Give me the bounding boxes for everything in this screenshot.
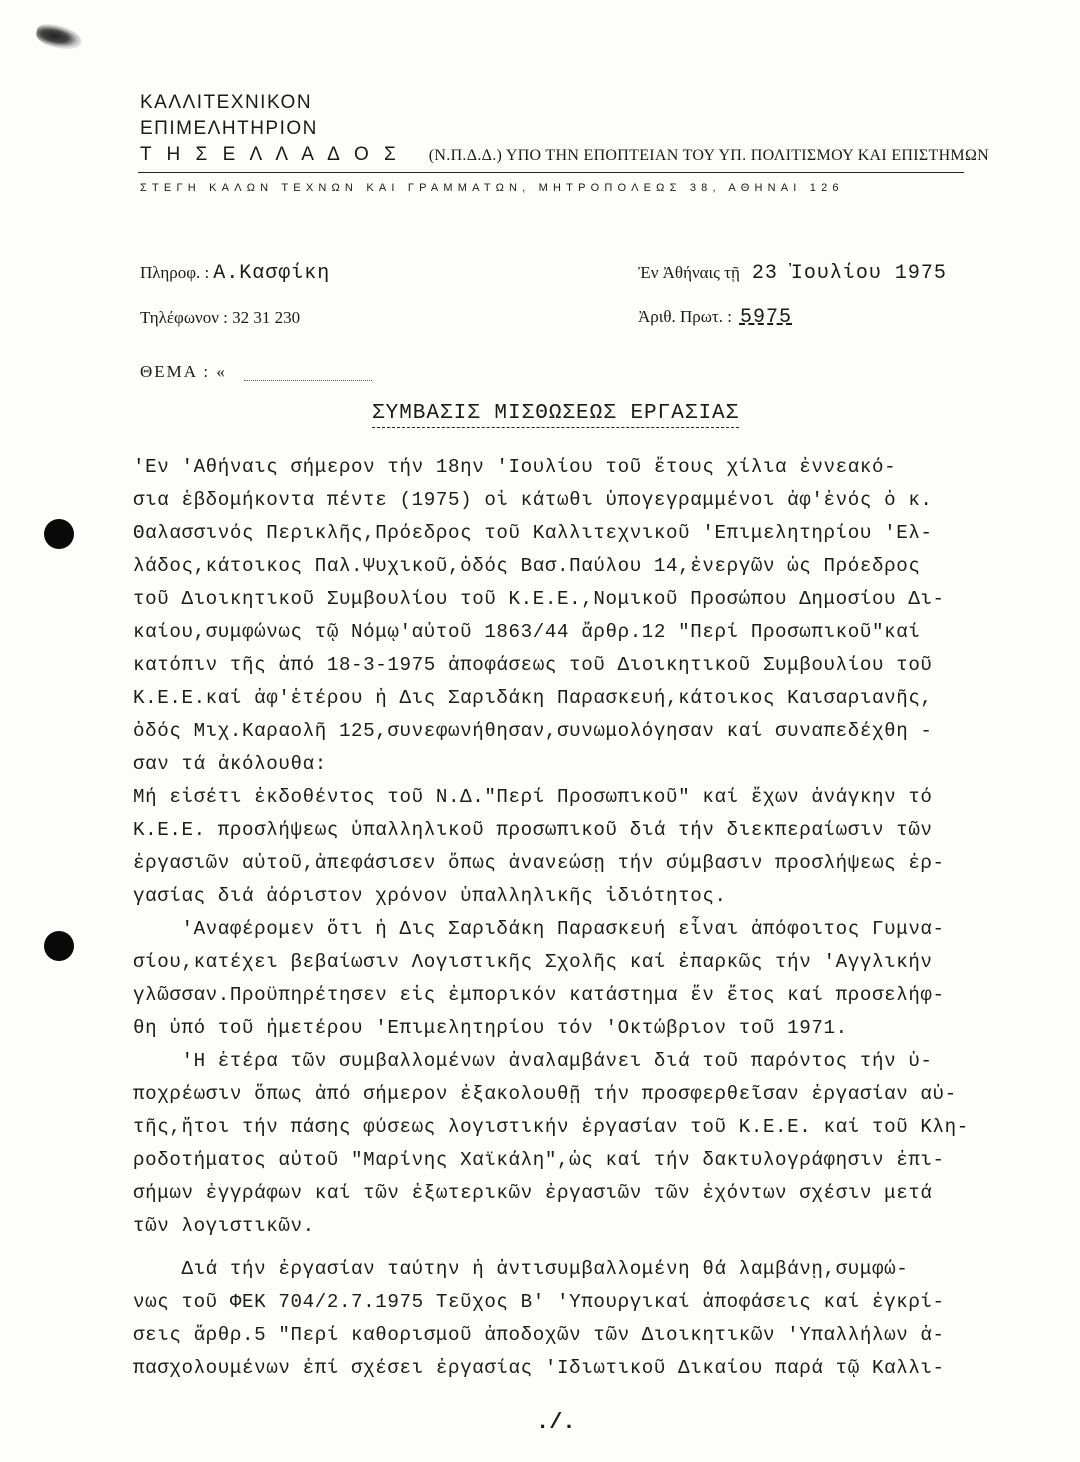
body-line: σαν τά ἀκόλουθα: — [133, 753, 327, 775]
body-line: 'Εν 'Αθήναις σήμερον τήν 18ην 'Ιουλίου τοῦ ἔτους χίλια ἐννεακό- — [133, 456, 897, 478]
place-label: Ἐν Ἀθήναις τῇ — [638, 263, 740, 282]
protocol-value: 5975 — [739, 306, 792, 329]
phone-label: Τηλέφωνον : 32 31 230 — [140, 308, 301, 327]
body-line: Μή εἰσέτι ἐκδοθέντος τοῦ Ν.Δ."Περί Προσωπικοῦ" καί ἔχων ἀνάγκην τό — [133, 786, 933, 808]
body-line: λάδος,κάτοικος Παλ.Ψυχικοῦ,ὁδός Βασ.Παύλου 14,ἐνεργῶν ὡς Πρόεδρος — [133, 555, 921, 577]
document-title: ΣΥΜΒΑΣΙΣ ΜΙΣΘΩΣΕΩΣ ΕΡΓΑΣΙΑΣ — [372, 402, 739, 428]
body-line: καίου,συμφώνως τῷ Νόμῳ'αὐτοῦ 1863/44 ἄρθρ.12 "Περί Προσωπικοῦ"καί — [133, 621, 921, 643]
body-line: σήμων ἐγγράφων καί τῶν ἐξωτερικῶν ἐργασιῶν τῶν ἐχόντων σχέσιν μετά — [133, 1182, 933, 1204]
date-value: 23 Ἰουλίου 1975 — [751, 262, 947, 285]
body-line: πασχολουμένων ἐπί σχέσει ἐργασίας 'Ιδιωτικοῦ Δικαίου παρά τῷ Καλλι- — [133, 1357, 945, 1379]
body-line: ποχρέωσιν ὅπως ἀπό σήμερον ἐξακολουθῇ τήν προσφερθεῖσαν ἐργασίαν αὐ- — [133, 1083, 957, 1105]
info-field — [140, 262, 330, 285]
letterhead-line-1: ΚΑΛΛΙΤΕΧΝΙΚΟΝ — [140, 92, 313, 113]
letterhead-line-3-row — [140, 142, 989, 169]
punch-hole-bottom — [44, 931, 74, 961]
body-line: γλῶσσαν.Προϋπηρέτησεν εἰς ἐμπορικόν κατάστημα ἕν ἔτος καί προσελήφ- — [133, 984, 945, 1006]
body-line: 'Αναφέρομεν ὅτι ἡ Δις Σαριδάκη Παρασκευή εἶναι ἀπόφοιτος Γυμνα- — [133, 918, 945, 940]
body-line: σια ἑβδομήκοντα πέντε (1975) οἱ κάτωθι ὑπογεγραμμένοι ἀφ'ἑνός ὁ κ. — [133, 489, 933, 511]
body-line: σεις ἄρθρ.5 "Περί καθορισμοῦ ἀποδοχῶν τῶν Διοικητικῶν 'Υπαλλήλων ἀ- — [133, 1324, 945, 1346]
body-line: θη ὑπό τοῦ ἡμετέρου 'Επιμελητηρίου τόν 'Οκτώβριον τοῦ 1971. — [133, 1017, 848, 1039]
body-line: ὁδός Μιχ.Καραολῆ 125,συνεφωνήθησαν,συνωμολόγησαν καί συναπεδέχθη - — [133, 720, 933, 742]
letterhead-line-2: ΕΠΙΜΕΛΗΤΗΡΙΟΝ — [140, 118, 318, 139]
subject-label: ΘΕΜΑ : « — [140, 362, 227, 381]
body-line: ροδοτήματος αὐτοῦ "Μαρίνης Χαϊκάλη",ὡς καί τήν δακτυλογράφησιν ἐπι- — [133, 1149, 945, 1171]
body-line: Κ.Ε.Ε. προσλήψεως ὑπαλληλικοῦ προσωπικοῦ διά τήν διεκπεραίωσιν τῶν — [133, 819, 933, 841]
letterhead-address: ΣΤΕΓΗ ΚΑΛΩΝ ΤΕΧΝΩΝ ΚΑΙ ΓΡΑΜΜΑΤΩΝ, ΜΗΤΡΟΠΟΛΕΩΣ 38, ΑΘΗΝΑΙ 126 — [140, 182, 844, 194]
continuation-mark: ./. — [536, 1410, 576, 1435]
punch-hole-top — [44, 519, 74, 549]
body-line: τοῦ Διοικητικοῦ Συμβουλίου τοῦ Κ.Ε.Ε.,Νομικοῦ Προσώπου Δημοσίου Δι- — [133, 588, 945, 610]
body-line: κατόπιν τῆς ἀπό 18-3-1975 ἀποφάσεως τοῦ Διοικητικοῦ Συμβουλίου τοῦ — [133, 654, 933, 676]
body-line: Κ.Ε.Ε.καί ἀφ'ἑτέρου ἡ Δις Σαριδάκη Παρασκευή,κάτοικος Καισαριανῆς, — [133, 687, 933, 709]
body-line: 'Η ἑτέρα τῶν συμβαλλομένων ἀναλαμβάνει διά τοῦ παρόντος τήν ὑ- — [133, 1050, 933, 1072]
letterhead-divider — [138, 172, 964, 173]
letterhead-subtitle: (Ν.Π.Δ.Δ.) ΥΠΟ ΤΗΝ ΕΠΟΠΤΕΙΑΝ ΤΟΥ ΥΠ. ΠΟΛΙΤΙΣΜΟΥ ΚΑΙ ΕΠΙΣΤΗΜΩΝ — [428, 147, 989, 164]
letterhead — [140, 90, 989, 169]
body-line: σίου,κατέχει βεβαίωσιν Λογιστικῆς Σχολῆς καί ἐπαρκῶς τήν 'Αγγλικήν — [133, 951, 933, 973]
body-line: Θαλασσινός Περικλῆς,Πρόεδρος τοῦ Καλλιτεχνικοῦ 'Επιμελητηρίου 'Ελ- — [133, 522, 933, 544]
info-value: Α.Κασφίκη — [213, 262, 331, 285]
protocol-label: Ἀριθ. Πρωτ. : — [638, 307, 732, 326]
body-line: ἐργασιῶν αὐτοῦ,ἀπεφάσισεν ὅπως ἀνανεώσῃ τήν σύμβασιν προσλήψεως ἐρ- — [133, 852, 945, 874]
subject-dotted-line — [244, 380, 372, 381]
body-line: Διά τήν ἐργασίαν ταύτην ἡ ἀντισυμβαλλομένη θά λαμβάνῃ,συμφώ- — [133, 1258, 909, 1280]
body-line: νως τοῦ ΦΕΚ 704/2.7.1975 Τεῦχος Β' 'Υπουργικαί ἀποφάσεις καί ἐγκρί- — [133, 1291, 945, 1313]
date-field — [638, 262, 947, 285]
body-line: τῆς,ἤτοι τήν πάσης φύσεως λογιστικήν ἐργασίαν τοῦ Κ.Ε.Ε. καί τοῦ Κλη- — [133, 1116, 969, 1138]
protocol-field — [638, 306, 792, 329]
letterhead-line-3: Τ Η Σ Ε Λ Λ Α Δ Ο Σ — [140, 144, 401, 165]
ink-smudge — [34, 21, 84, 52]
body-line: τῶν λογιστικῶν. — [133, 1215, 315, 1237]
info-label: Πληροφ. : — [140, 263, 210, 282]
body-line: γασίας διά ἀόριστον χρόνον ὑπαλληλικῆς ἰδιότητος. — [133, 885, 727, 907]
